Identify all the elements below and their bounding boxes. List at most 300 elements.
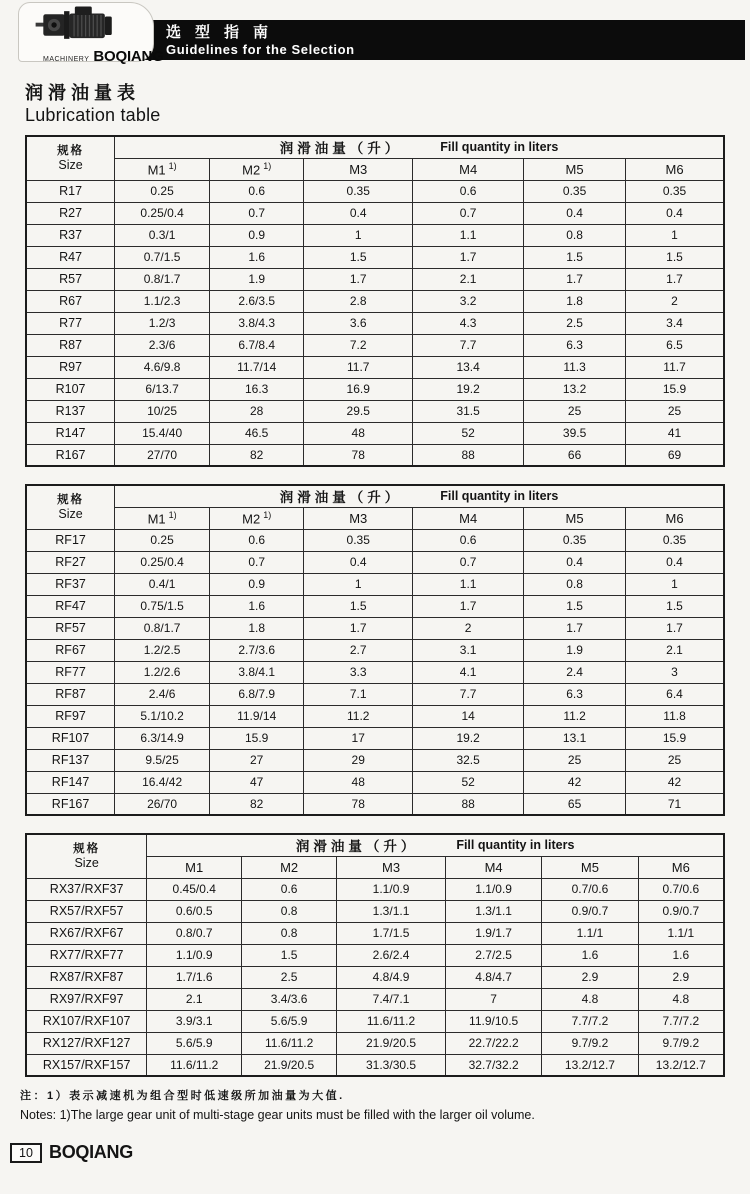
size-cell: RF27 bbox=[26, 551, 115, 573]
size-cell: R57 bbox=[26, 268, 115, 290]
size-cell: RF107 bbox=[26, 727, 115, 749]
table-head bbox=[26, 834, 724, 878]
value-cell: 32.5 bbox=[413, 749, 524, 771]
table-row bbox=[26, 268, 724, 290]
value-cell: 0.7/0.6 bbox=[638, 878, 724, 900]
value-cell: 3.3 bbox=[304, 661, 413, 683]
gearmotor-icon bbox=[25, 5, 137, 45]
lubrication-table-1 bbox=[25, 135, 725, 467]
value-cell: 82 bbox=[210, 793, 304, 815]
size-cell: R37 bbox=[26, 224, 115, 246]
size-cell: RF37 bbox=[26, 573, 115, 595]
value-cell: 2.5 bbox=[524, 312, 626, 334]
notes bbox=[20, 1088, 725, 1124]
value-cell: 25 bbox=[524, 749, 626, 771]
value-cell: 42 bbox=[626, 771, 724, 793]
value-cell: 66 bbox=[524, 444, 626, 466]
value-cell: 46.5 bbox=[210, 422, 304, 444]
column-label: M2 bbox=[242, 162, 261, 178]
value-cell: 1.9 bbox=[524, 639, 626, 661]
value-cell: 15.9 bbox=[626, 727, 724, 749]
value-cell: 31.3/30.5 bbox=[337, 1054, 446, 1076]
value-cell: 0.8 bbox=[242, 900, 337, 922]
quantity-header-en: Fill quantity in liters bbox=[440, 140, 559, 155]
table-row bbox=[26, 400, 724, 422]
column-label: M3 bbox=[382, 859, 401, 875]
size-column-header bbox=[26, 834, 147, 878]
value-cell: 1.3/1.1 bbox=[445, 900, 541, 922]
value-cell: 0.35 bbox=[626, 180, 724, 202]
table-row bbox=[26, 771, 724, 793]
table-row bbox=[26, 988, 724, 1010]
lubrication-tables bbox=[25, 135, 725, 1077]
value-cell: 1.2/2.6 bbox=[115, 661, 210, 683]
value-cell: 1.1/1 bbox=[638, 922, 724, 944]
value-cell: 11.7/14 bbox=[210, 356, 304, 378]
value-cell: 0.8 bbox=[242, 922, 337, 944]
table-row bbox=[26, 573, 724, 595]
column-label: M1 bbox=[185, 859, 204, 875]
value-cell: 11.9/10.5 bbox=[445, 1010, 541, 1032]
value-cell: 9.7/9.2 bbox=[638, 1032, 724, 1054]
value-cell: 2.9 bbox=[638, 966, 724, 988]
value-cell: 2.7/3.6 bbox=[210, 639, 304, 661]
value-cell: 13.2/12.7 bbox=[542, 1054, 638, 1076]
value-cell: 2.6/3.5 bbox=[210, 290, 304, 312]
value-cell: 11.7 bbox=[304, 356, 413, 378]
value-cell: 0.6 bbox=[210, 529, 304, 551]
value-cell: 6.8/7.9 bbox=[210, 683, 304, 705]
table-row bbox=[26, 793, 724, 815]
value-cell: 6.5 bbox=[626, 334, 724, 356]
table-row bbox=[26, 1010, 724, 1032]
value-cell: 0.45/0.4 bbox=[147, 878, 242, 900]
column-header-m6 bbox=[638, 856, 724, 878]
size-header-zh: 规格 bbox=[57, 494, 85, 507]
value-cell: 0.25/0.4 bbox=[115, 202, 210, 224]
value-cell: 3.2 bbox=[413, 290, 524, 312]
value-cell: 1.1 bbox=[413, 573, 524, 595]
value-cell: 0.6 bbox=[413, 180, 524, 202]
value-cell: 9.5/25 bbox=[115, 749, 210, 771]
value-cell: 0.7/1.5 bbox=[115, 246, 210, 268]
value-cell: 82 bbox=[210, 444, 304, 466]
value-cell: 42 bbox=[524, 771, 626, 793]
value-cell: 0.8 bbox=[524, 224, 626, 246]
quantity-header bbox=[115, 136, 724, 158]
column-label: M5 bbox=[565, 161, 584, 177]
column-header-m2 bbox=[242, 856, 337, 878]
value-cell: 1.1/0.9 bbox=[147, 944, 242, 966]
value-cell: 22.7/22.2 bbox=[445, 1032, 541, 1054]
table-row bbox=[26, 595, 724, 617]
column-header-m3 bbox=[304, 507, 413, 529]
value-cell: 7.4/7.1 bbox=[337, 988, 446, 1010]
size-header-en: Size bbox=[74, 856, 99, 871]
value-cell: 1.6 bbox=[210, 246, 304, 268]
value-cell: 2.7/2.5 bbox=[445, 944, 541, 966]
table-row bbox=[26, 224, 724, 246]
table-row bbox=[26, 1054, 724, 1076]
value-cell: 6.3 bbox=[524, 683, 626, 705]
column-label: M6 bbox=[665, 161, 684, 177]
value-cell: 69 bbox=[626, 444, 724, 466]
table-row bbox=[26, 246, 724, 268]
table-row bbox=[26, 290, 724, 312]
value-cell: 11.7 bbox=[626, 356, 724, 378]
page-title bbox=[25, 82, 750, 126]
value-cell: 0.3/1 bbox=[115, 224, 210, 246]
size-cell: R77 bbox=[26, 312, 115, 334]
value-cell: 0.4/1 bbox=[115, 573, 210, 595]
value-cell: 0.4 bbox=[626, 551, 724, 573]
value-cell: 1.6 bbox=[542, 944, 638, 966]
value-cell: 0.8/1.7 bbox=[115, 617, 210, 639]
value-cell: 3.8/4.3 bbox=[210, 312, 304, 334]
column-label: M2 bbox=[280, 859, 299, 875]
value-cell: 65 bbox=[524, 793, 626, 815]
table-row bbox=[26, 356, 724, 378]
value-cell: 0.35 bbox=[304, 529, 413, 551]
size-cell: RX97/RXF97 bbox=[26, 988, 147, 1010]
size-cell: RX37/RXF37 bbox=[26, 878, 147, 900]
value-cell: 14 bbox=[413, 705, 524, 727]
size-cell: RX77/RXF77 bbox=[26, 944, 147, 966]
table-row bbox=[26, 878, 724, 900]
column-label: M4 bbox=[459, 161, 478, 177]
size-column-header bbox=[26, 485, 115, 529]
size-cell: RF87 bbox=[26, 683, 115, 705]
value-cell: 29 bbox=[304, 749, 413, 771]
value-cell: 2.1 bbox=[626, 639, 724, 661]
header-row-2 bbox=[26, 158, 724, 180]
column-label: M5 bbox=[565, 510, 584, 526]
table-row bbox=[26, 661, 724, 683]
value-cell: 1.1/0.9 bbox=[337, 878, 446, 900]
page-footer bbox=[10, 1142, 750, 1163]
value-cell: 1.8 bbox=[524, 290, 626, 312]
column-header-m5 bbox=[524, 507, 626, 529]
value-cell: 4.1 bbox=[413, 661, 524, 683]
value-cell: 2.1 bbox=[413, 268, 524, 290]
value-cell: 2 bbox=[413, 617, 524, 639]
quantity-header bbox=[147, 834, 724, 856]
value-cell: 0.4 bbox=[626, 202, 724, 224]
size-header-zh: 规格 bbox=[57, 145, 85, 158]
value-cell: 0.35 bbox=[524, 529, 626, 551]
column-label: M1 bbox=[147, 511, 166, 527]
value-cell: 88 bbox=[413, 793, 524, 815]
value-cell: 7.7 bbox=[413, 683, 524, 705]
size-cell: RF57 bbox=[26, 617, 115, 639]
header-row-1 bbox=[26, 485, 724, 507]
size-cell: RF47 bbox=[26, 595, 115, 617]
quantity-header-en: Fill quantity in liters bbox=[440, 489, 559, 504]
page-title-en: Lubrication table bbox=[25, 105, 161, 125]
table-row bbox=[26, 749, 724, 771]
value-cell: 0.75/1.5 bbox=[115, 595, 210, 617]
size-cell: RX57/RXF57 bbox=[26, 900, 147, 922]
note-en: Notes: 1)The large gear unit of multi-stage gear units must be filled with the larger oil volume. bbox=[20, 1108, 535, 1122]
column-label: M5 bbox=[580, 859, 599, 875]
column-header-m1 bbox=[147, 856, 242, 878]
value-cell: 1.1/2.3 bbox=[115, 290, 210, 312]
value-cell: 1 bbox=[304, 573, 413, 595]
value-cell: 1.7 bbox=[304, 617, 413, 639]
value-cell: 4.6/9.8 bbox=[115, 356, 210, 378]
size-cell: RX67/RXF67 bbox=[26, 922, 147, 944]
value-cell: 11.6/11.2 bbox=[242, 1032, 337, 1054]
size-cell: R27 bbox=[26, 202, 115, 224]
column-header-m2 bbox=[210, 158, 304, 180]
size-cell: R137 bbox=[26, 400, 115, 422]
value-cell: 13.2 bbox=[524, 378, 626, 400]
banner-text bbox=[92, 20, 745, 57]
quantity-header-inner bbox=[117, 486, 721, 506]
value-cell: 17 bbox=[304, 727, 413, 749]
value-cell: 25 bbox=[524, 400, 626, 422]
value-cell: 1.2/2.5 bbox=[115, 639, 210, 661]
value-cell: 21.9/20.5 bbox=[337, 1032, 446, 1054]
table-head bbox=[26, 485, 724, 529]
value-cell: 1.8 bbox=[210, 617, 304, 639]
brand-lockup bbox=[25, 48, 164, 65]
size-cell: RF67 bbox=[26, 639, 115, 661]
value-cell: 4.8/4.7 bbox=[445, 966, 541, 988]
value-cell: 15.9 bbox=[210, 727, 304, 749]
header-row-2 bbox=[26, 507, 724, 529]
value-cell: 0.9/0.7 bbox=[542, 900, 638, 922]
size-cell: R147 bbox=[26, 422, 115, 444]
page-header bbox=[0, 0, 750, 66]
quantity-header-zh: 润滑油量（升） bbox=[295, 839, 419, 855]
value-cell: 28 bbox=[210, 400, 304, 422]
value-cell: 11.2 bbox=[524, 705, 626, 727]
value-cell: 0.35 bbox=[304, 180, 413, 202]
value-cell: 15.9 bbox=[626, 378, 724, 400]
table-row bbox=[26, 378, 724, 400]
column-footnote-ref: 1) bbox=[263, 509, 272, 520]
value-cell: 1.9 bbox=[210, 268, 304, 290]
value-cell: 2.9 bbox=[542, 966, 638, 988]
value-cell: 3.6 bbox=[304, 312, 413, 334]
value-cell: 11.3 bbox=[524, 356, 626, 378]
value-cell: 1.7 bbox=[626, 617, 724, 639]
value-cell: 0.8/1.7 bbox=[115, 268, 210, 290]
value-cell: 1.7 bbox=[626, 268, 724, 290]
page-number: 10 bbox=[10, 1143, 42, 1163]
value-cell: 2.1 bbox=[147, 988, 242, 1010]
table-row bbox=[26, 900, 724, 922]
value-cell: 7 bbox=[445, 988, 541, 1010]
value-cell: 11.2 bbox=[304, 705, 413, 727]
column-footnote-ref: 1) bbox=[263, 160, 272, 171]
value-cell: 7.7/7.2 bbox=[542, 1010, 638, 1032]
value-cell: 2.4/6 bbox=[115, 683, 210, 705]
table-row bbox=[26, 966, 724, 988]
size-cell: R47 bbox=[26, 246, 115, 268]
value-cell: 2 bbox=[626, 290, 724, 312]
table-row bbox=[26, 944, 724, 966]
size-cell: R97 bbox=[26, 356, 115, 378]
size-cell: RF147 bbox=[26, 771, 115, 793]
size-header-zh: 规格 bbox=[73, 843, 101, 856]
value-cell: 4.3 bbox=[413, 312, 524, 334]
table-row bbox=[26, 683, 724, 705]
column-header-m6 bbox=[626, 158, 724, 180]
header-row-1 bbox=[26, 136, 724, 158]
value-cell: 1.5 bbox=[626, 595, 724, 617]
value-cell: 88 bbox=[413, 444, 524, 466]
column-label: M3 bbox=[349, 510, 368, 526]
value-cell: 2.8 bbox=[304, 290, 413, 312]
value-cell: 16.3 bbox=[210, 378, 304, 400]
value-cell: 16.9 bbox=[304, 378, 413, 400]
value-cell: 0.9 bbox=[210, 573, 304, 595]
value-cell: 3.1 bbox=[413, 639, 524, 661]
value-cell: 2.6/2.4 bbox=[337, 944, 446, 966]
table-head bbox=[26, 136, 724, 180]
value-cell: 0.25 bbox=[115, 529, 210, 551]
size-cell: RF77 bbox=[26, 661, 115, 683]
value-cell: 11.6/11.2 bbox=[337, 1010, 446, 1032]
value-cell: 1.6 bbox=[210, 595, 304, 617]
value-cell: 0.7/0.6 bbox=[542, 878, 638, 900]
value-cell: 9.7/9.2 bbox=[542, 1032, 638, 1054]
value-cell: 16.4/42 bbox=[115, 771, 210, 793]
value-cell: 0.25 bbox=[115, 180, 210, 202]
value-cell: 0.7 bbox=[210, 551, 304, 573]
value-cell: 1.1 bbox=[413, 224, 524, 246]
header-banner bbox=[92, 20, 745, 60]
value-cell: 27/70 bbox=[115, 444, 210, 466]
column-header-m1 bbox=[115, 158, 210, 180]
column-label: M2 bbox=[242, 511, 261, 527]
column-header-m6 bbox=[626, 507, 724, 529]
value-cell: 13.2/12.7 bbox=[638, 1054, 724, 1076]
banner-title-zh: 选型指南 bbox=[166, 24, 283, 41]
value-cell: 1.7/1.5 bbox=[337, 922, 446, 944]
value-cell: 0.35 bbox=[524, 180, 626, 202]
value-cell: 47 bbox=[210, 771, 304, 793]
value-cell: 78 bbox=[304, 444, 413, 466]
footer-brand: BOQIANG bbox=[49, 1142, 133, 1162]
value-cell: 6.7/8.4 bbox=[210, 334, 304, 356]
value-cell: 19.2 bbox=[413, 727, 524, 749]
column-label: M4 bbox=[484, 859, 503, 875]
value-cell: 0.7 bbox=[413, 551, 524, 573]
value-cell: 6.3 bbox=[524, 334, 626, 356]
size-cell: RX127/RXF127 bbox=[26, 1032, 147, 1054]
size-cell: R87 bbox=[26, 334, 115, 356]
value-cell: 48 bbox=[304, 771, 413, 793]
column-label: M6 bbox=[665, 510, 684, 526]
size-cell: RX107/RXF107 bbox=[26, 1010, 147, 1032]
value-cell: 31.5 bbox=[413, 400, 524, 422]
column-header-m5 bbox=[524, 158, 626, 180]
table-row bbox=[26, 639, 724, 661]
size-cell: R67 bbox=[26, 290, 115, 312]
value-cell: 1.1/0.9 bbox=[445, 878, 541, 900]
value-cell: 3.4 bbox=[626, 312, 724, 334]
value-cell: 7.7/7.2 bbox=[638, 1010, 724, 1032]
page-title-zh: 润滑油量表 bbox=[25, 83, 140, 103]
value-cell: 4.8/4.9 bbox=[337, 966, 446, 988]
table-row bbox=[26, 202, 724, 224]
table-row bbox=[26, 705, 724, 727]
value-cell: 1.5 bbox=[304, 246, 413, 268]
value-cell: 26/70 bbox=[115, 793, 210, 815]
note-zh: 注：1）表示减速机为组合型时低速级所加油量为大值. bbox=[20, 1090, 345, 1102]
value-cell: 1.7 bbox=[524, 268, 626, 290]
value-cell: 1.7 bbox=[524, 617, 626, 639]
value-cell: 1.7/1.6 bbox=[147, 966, 242, 988]
size-cell: RX157/RXF157 bbox=[26, 1054, 147, 1076]
size-cell: R167 bbox=[26, 444, 115, 466]
value-cell: 2.5 bbox=[242, 966, 337, 988]
value-cell: 13.4 bbox=[413, 356, 524, 378]
table-body bbox=[26, 878, 724, 1076]
brand-logo bbox=[18, 2, 164, 65]
column-label: M4 bbox=[459, 510, 478, 526]
value-cell: 1.5 bbox=[524, 595, 626, 617]
value-cell: 5.1/10.2 bbox=[115, 705, 210, 727]
value-cell: 6/13.7 bbox=[115, 378, 210, 400]
value-cell: 0.6 bbox=[242, 878, 337, 900]
value-cell: 2.4 bbox=[524, 661, 626, 683]
value-cell: 0.9 bbox=[210, 224, 304, 246]
value-cell: 52 bbox=[413, 771, 524, 793]
value-cell: 1.5 bbox=[304, 595, 413, 617]
value-cell: 0.7 bbox=[413, 202, 524, 224]
value-cell: 1.7 bbox=[304, 268, 413, 290]
value-cell: 0.4 bbox=[524, 551, 626, 573]
value-cell: 10/25 bbox=[115, 400, 210, 422]
lubrication-table-3 bbox=[25, 833, 725, 1077]
value-cell: 1.5 bbox=[626, 246, 724, 268]
value-cell: 4.8 bbox=[638, 988, 724, 1010]
value-cell: 15.4/40 bbox=[115, 422, 210, 444]
value-cell: 5.6/5.9 bbox=[147, 1032, 242, 1054]
column-label: M1 bbox=[147, 162, 166, 178]
value-cell: 1.1/1 bbox=[542, 922, 638, 944]
value-cell: 3.4/3.6 bbox=[242, 988, 337, 1010]
value-cell: 0.4 bbox=[304, 202, 413, 224]
size-cell: RX87/RXF87 bbox=[26, 966, 147, 988]
value-cell: 0.7 bbox=[210, 202, 304, 224]
size-cell: RF17 bbox=[26, 529, 115, 551]
size-cell: R107 bbox=[26, 378, 115, 400]
table-row bbox=[26, 1032, 724, 1054]
value-cell: 48 bbox=[304, 422, 413, 444]
size-cell: RF97 bbox=[26, 705, 115, 727]
value-cell: 41 bbox=[626, 422, 724, 444]
size-column-header bbox=[26, 136, 115, 180]
table-row bbox=[26, 444, 724, 466]
value-cell: 7.2 bbox=[304, 334, 413, 356]
value-cell: 3.9/3.1 bbox=[147, 1010, 242, 1032]
value-cell: 2.3/6 bbox=[115, 334, 210, 356]
value-cell: 13.1 bbox=[524, 727, 626, 749]
table-row bbox=[26, 551, 724, 573]
value-cell: 1.9/1.7 bbox=[445, 922, 541, 944]
table-row bbox=[26, 529, 724, 551]
value-cell: 2.7 bbox=[304, 639, 413, 661]
table-row bbox=[26, 422, 724, 444]
value-cell: 0.6 bbox=[413, 529, 524, 551]
value-cell: 5.6/5.9 bbox=[242, 1010, 337, 1032]
column-header-m4 bbox=[413, 507, 524, 529]
